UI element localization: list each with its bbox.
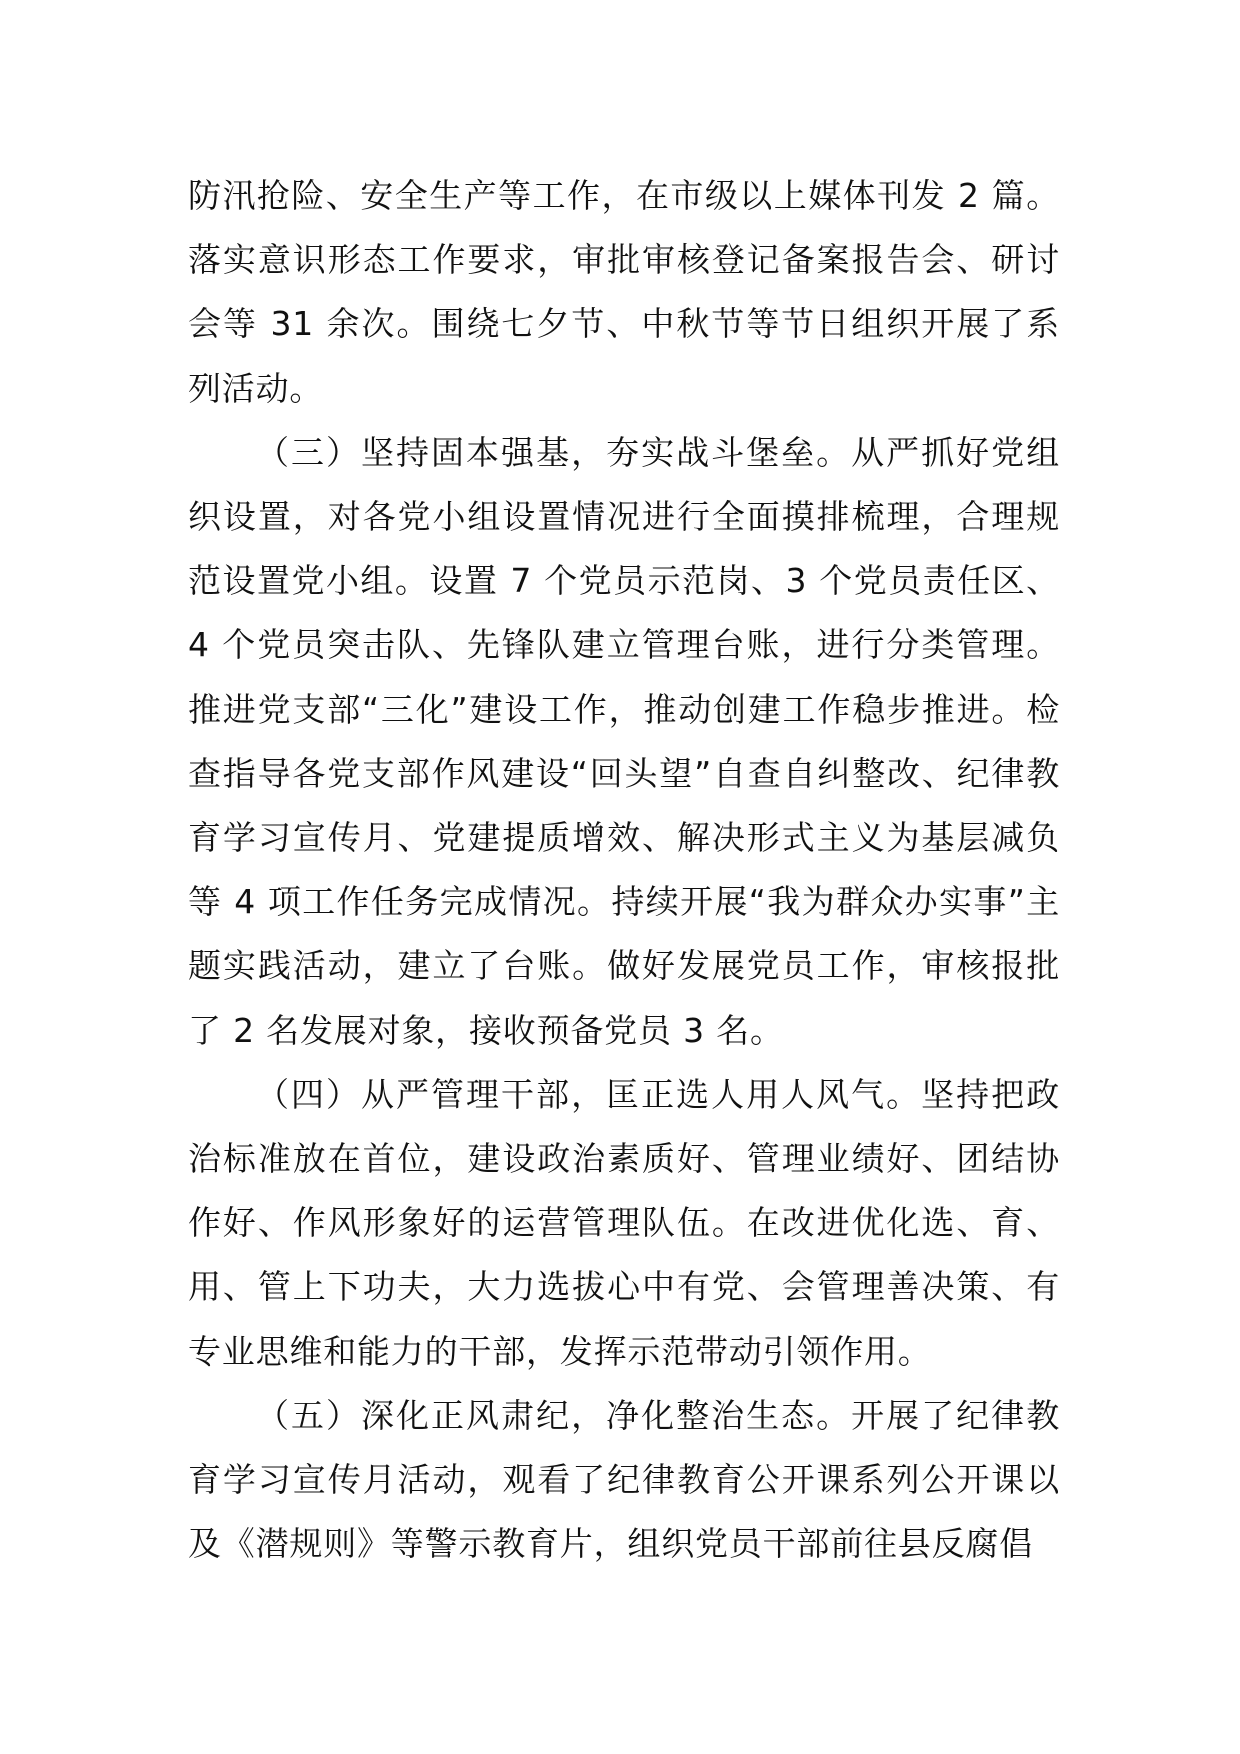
paragraph-section-4: （四）从严管理干部，匡正选人用人风气。坚持把政治标准放在首位，建设政治素质好、管理业绩好、团结协作好、作风形象好的运营管理队伍。在改进优化选、育、用、管上下功夫，大力选拔心中有党、会管理善决策、有专业思维和能力的干部，发挥示范带动引领作用。 — [188, 1074, 1060, 1371]
paragraph-section-5: （五）深化正风肃纪，净化整治生态。开展了纪律教育学习宣传月活动，观看了纪律教育公开课系列公开课以及《潜规则》等警示教育片，组织党员干部前往县反腐倡 — [188, 1395, 1060, 1564]
paragraph-1: 防汛抢险、安全生产等工作，在市级以上媒体刊发 2 篇。落实意识形态工作要求，审批审核登记备案报告会、研讨会等 31 余次。围绕七夕节、中秋节等节日组织开展了系列活动。 — [188, 176, 1060, 408]
document-body — [188, 164, 1060, 1576]
paragraph-section-3: （三）坚持固本强基，夯实战斗堡垒。从严抓好党组织设置，对各党小组设置情况进行全面摸排梳理，合理规范设置党小组。设置 7 个党员示范岗、3 个党员责任区、4 个党员突击队、先锋队建立管理台账，进行分类管理。推进党支部“三化”建设工作，推动创建工作稳步推进。检查指导各党支部作风建设“回头望”自查自纠整改、纪律教育学习宣传月、党建提质增效、解决形式主义为基层减负等 4 项工作任务完成情况。持续开展“我为群众办实事”主题实践活动，建立了台账。做好发展党员工作，审核报批了 2 名发展对象，接收预备党员 3 名。 — [188, 432, 1060, 1050]
